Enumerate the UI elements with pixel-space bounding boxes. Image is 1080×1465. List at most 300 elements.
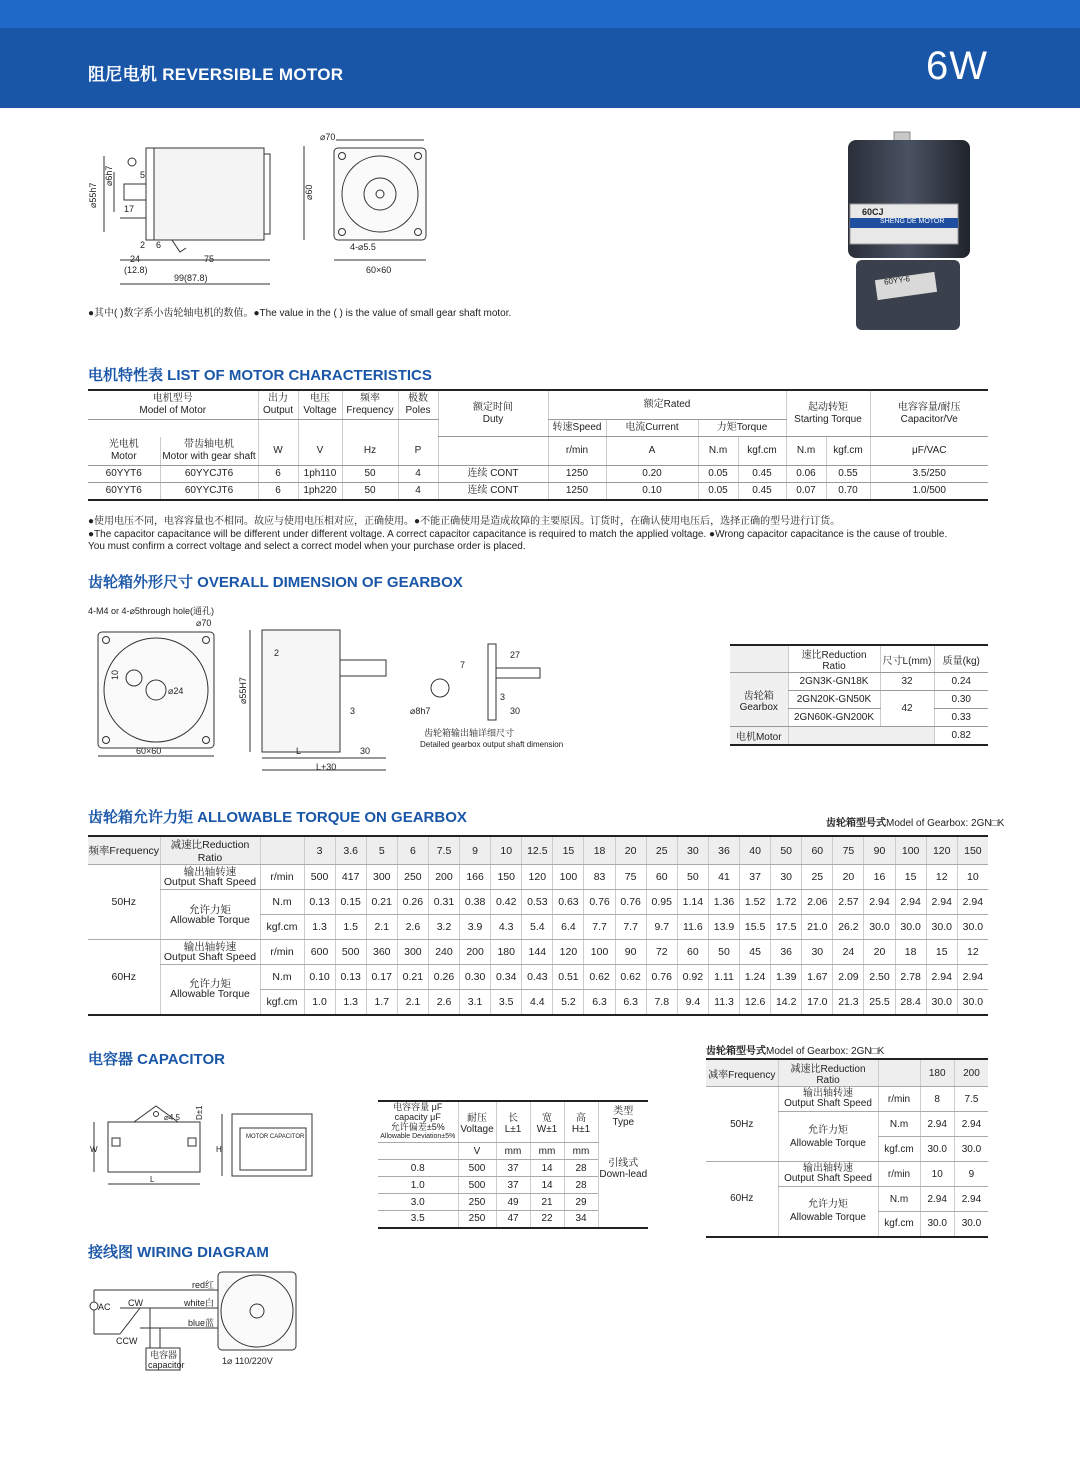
th-deviation-cn: 允许偏差±5%: [390, 1122, 445, 1132]
cell: 2.94: [926, 890, 957, 915]
ratio-cell: 36: [708, 836, 739, 865]
cell: 30: [771, 865, 802, 890]
cell: 2.94: [920, 1187, 954, 1212]
cell: 36: [771, 940, 802, 965]
cell: 15: [926, 940, 957, 965]
cell: 6: [258, 482, 298, 500]
cell: 50: [342, 482, 398, 500]
th-type: [598, 1101, 648, 1228]
th-starting-torque: 起动转矩 Starting Torque: [786, 390, 870, 437]
th-reduction-ratio: 减速比Reduction Ratio: [778, 1059, 878, 1087]
cell: 2.6: [397, 915, 428, 940]
shaft-dim-27: 27: [510, 650, 521, 660]
cell: 0.31: [428, 890, 459, 915]
ratio-cell: 40: [740, 836, 771, 865]
dim-5: 5: [140, 170, 146, 180]
dim-17: 17: [124, 204, 135, 214]
cell: 0.17: [366, 965, 397, 990]
note-line: ●使用电压不同，电容容量也不相同。故应与使用电压相对应，正确使用。●不能正确使用是造成故障的主要原因。订货时，在确认使用电压后，选择正确的型号进行订货。: [88, 516, 841, 527]
unit-kgf: kgf.cm: [878, 1137, 920, 1162]
unit-rmin: r/min: [878, 1162, 920, 1187]
cell: 1ph220: [298, 482, 342, 500]
gear-dim-2: 2: [274, 648, 280, 658]
cell: 2.94: [926, 965, 957, 990]
cell: 21: [530, 1194, 564, 1211]
speed-label: 输出轴转速 Output Shaft Speed: [778, 1087, 878, 1112]
cell: 5.4: [522, 915, 553, 940]
cell: 21.0: [802, 915, 833, 940]
gearbox-label: 齿轮箱 Gearbox: [730, 673, 788, 727]
cell: 0.42: [491, 890, 522, 915]
model-note-cn: 齿轮箱型号式: [706, 1046, 766, 1057]
unit-cell: r/min: [260, 865, 304, 890]
cell: 8: [920, 1087, 954, 1112]
cell: 2GN3K-GN18K: [788, 673, 880, 691]
note-line: ●The capacitor capacitance will be different under different voltage. A correct capacitor capacitance is required to match the applied voltage. ●Wrong capacitor capacitance is the cause of trouble.: [88, 528, 948, 540]
gear-dim-d24: ⌀24: [168, 686, 184, 696]
cap-dim-d45: ⌀4.5: [164, 1113, 180, 1122]
cell: 75: [615, 865, 646, 890]
ratio-cell: 9: [460, 836, 491, 865]
cell: 11.3: [708, 990, 739, 1015]
cell: 2.94: [954, 1112, 988, 1137]
ratio-cell: 200: [954, 1059, 988, 1087]
cell: 0.62: [615, 965, 646, 990]
th-frequency: 减率Frequency: [706, 1059, 778, 1087]
cell: 500: [458, 1177, 496, 1194]
cell: 0.05: [698, 482, 738, 500]
gear-dim-l: L: [296, 746, 302, 756]
cell: 1250: [548, 465, 606, 482]
dim-d60: ⌀60: [304, 184, 314, 200]
th-width: [530, 1101, 564, 1143]
cell: 1.11: [708, 965, 739, 990]
cell: 12: [957, 940, 988, 965]
cell: 50: [342, 465, 398, 482]
cell: 28: [564, 1160, 598, 1177]
cell: 2.6: [428, 990, 459, 1015]
th-deviation-en: Allowable Deviation±5%: [380, 1133, 456, 1140]
gearbox-model-note-2: [706, 1042, 884, 1057]
ratio-cell: 25: [646, 836, 677, 865]
cell: 0.21: [366, 890, 397, 915]
th-height: [564, 1101, 598, 1143]
dim-2: 2: [140, 240, 146, 250]
model-note-en: Model of Gearbox: 2GN□K: [886, 818, 1005, 829]
cell: 60YYT6: [88, 465, 160, 482]
cell: 5.2: [553, 990, 584, 1015]
unit-cell: r/min: [260, 940, 304, 965]
section-title-torque: 齿轮箱允许力矩 ALLOWABLE TORQUE ON GEARBOX: [88, 809, 467, 826]
th-poles: 极数 Poles: [398, 390, 438, 420]
cell: 0.30: [460, 965, 491, 990]
cell: 1.0: [304, 990, 335, 1015]
cell: 200: [428, 865, 459, 890]
cell: 20: [864, 940, 895, 965]
dim-75: 75: [204, 254, 215, 264]
cell: 50: [677, 865, 708, 890]
freq-label: 50Hz: [706, 1087, 778, 1162]
cell: 25: [802, 865, 833, 890]
speed-label: 输出轴转速 Output Shaft Speed: [160, 865, 260, 890]
unit-v: V: [458, 1143, 496, 1160]
th-voltage: 电压 Voltage: [298, 390, 342, 420]
type-value: 引线式 Down-lead: [599, 1158, 648, 1180]
unit-rmin: r/min: [878, 1087, 920, 1112]
th-height-cn: 高: [576, 1113, 586, 1124]
th-weight: 质量(kg): [934, 645, 988, 673]
shaft-detail-en: Detailed gearbox output shaft dimension: [420, 740, 564, 749]
cell: 180: [491, 940, 522, 965]
unit-cell: kgf.cm: [260, 915, 304, 940]
section-title-characteristics: 电机特性表 LIST OF MOTOR CHARACTERISTICS: [88, 367, 432, 384]
unit-rmin: r/min: [548, 437, 606, 466]
cell: 7.7: [584, 915, 615, 940]
cell: 200: [460, 940, 491, 965]
th-type-label: 类型 Type: [612, 1106, 635, 1128]
cell: 2.94: [920, 1112, 954, 1137]
cell: 90: [615, 940, 646, 965]
cell: 37: [740, 865, 771, 890]
table-row: [730, 727, 988, 745]
shaft-dim-3: 3: [500, 692, 506, 702]
cell: 2.78: [895, 965, 926, 990]
cell: 0.24: [934, 673, 988, 691]
th-frequency: 频率 Frequency: [342, 390, 398, 420]
cell: 7.5: [954, 1087, 988, 1112]
cell: 1.3: [335, 990, 366, 1015]
cell: 1.0: [378, 1177, 458, 1194]
cell: 16: [864, 865, 895, 890]
cell: 0.51: [553, 965, 584, 990]
capacitor-table: [378, 1100, 648, 1229]
freq-label: 50Hz: [88, 865, 160, 940]
cell: 37: [496, 1177, 530, 1194]
th-optical-motor: 光电机 Motor: [88, 437, 160, 466]
cell: 300: [397, 940, 428, 965]
page-title: 阻尼电机 REVERSIBLE MOTOR: [88, 65, 344, 84]
cell: 4.3: [491, 915, 522, 940]
photo-label-model: 60CJ: [862, 207, 884, 217]
ratio-cell: 6: [397, 836, 428, 865]
unit-mm: mm: [496, 1143, 530, 1160]
cell: 2.94: [957, 890, 988, 915]
wiring-ac: AC: [98, 1302, 111, 1312]
cell: 20: [833, 865, 864, 890]
ratio-cell: 7.5: [428, 836, 459, 865]
cell: 30.0: [957, 990, 988, 1015]
photo-label-brand: SHENG DE MOTOR: [880, 218, 945, 225]
ratio-cell: 60: [802, 836, 833, 865]
cell: 17.5: [771, 915, 802, 940]
cell: 166: [460, 865, 491, 890]
th-model: 电机型号 Model of Motor: [88, 390, 258, 420]
cell: 28: [564, 1177, 598, 1194]
cell: 1.3: [304, 915, 335, 940]
cell: 60: [646, 865, 677, 890]
cap-dim-w: W: [90, 1145, 98, 1154]
cell: 83: [584, 865, 615, 890]
cell: 0.95: [646, 890, 677, 915]
cell: 1.36: [708, 890, 739, 915]
table-row: [88, 865, 988, 890]
ratio-cell: 18: [584, 836, 615, 865]
wiring-spec: 1⌀ 110/220V: [222, 1356, 273, 1366]
section-title-gearbox-dimension: 齿轮箱外形尺寸 OVERALL DIMENSION OF GEARBOX: [88, 574, 463, 591]
cell: 连续 CONT: [438, 465, 548, 482]
cell: 2GN20K-GN50K: [788, 691, 880, 709]
cell: 0.8: [378, 1160, 458, 1177]
cell: 0.26: [397, 890, 428, 915]
ratio-cell: 15: [553, 836, 584, 865]
unit-nm: N.m: [878, 1112, 920, 1137]
cell: 0.70: [826, 482, 870, 500]
unit-mm: mm: [530, 1143, 564, 1160]
gear-dim-d55h7: ⌀55H7: [238, 677, 248, 704]
motor-dimension-drawing: [84, 128, 544, 290]
cell: 26.2: [833, 915, 864, 940]
cell: 0.76: [646, 965, 677, 990]
cell: 6.4: [553, 915, 584, 940]
th-length-tol: L±1: [504, 1124, 522, 1135]
cell: 1.0/500: [870, 482, 988, 500]
cap-dim-l: L: [150, 1175, 155, 1184]
cell: 0.62: [584, 965, 615, 990]
th-capacity-cn: 电容容量 μF: [393, 1102, 443, 1112]
unit-cell: N.m: [260, 890, 304, 915]
cell: 13.9: [708, 915, 739, 940]
cell: 28.4: [895, 990, 926, 1015]
cell: 0.53: [522, 890, 553, 915]
ratio-cell: 3: [304, 836, 335, 865]
torque-label: 允许力矩 Allowable Torque: [160, 890, 260, 940]
cell: 0.10: [606, 482, 698, 500]
unit-p: P: [398, 437, 438, 466]
ratio-cell: 10: [491, 836, 522, 865]
cell: 11.6: [677, 915, 708, 940]
cell: 50: [708, 940, 739, 965]
power-rating: 6W: [926, 44, 988, 88]
unit-v: V: [298, 437, 342, 466]
cell: 12.6: [740, 990, 771, 1015]
torque-label: 允许力矩 Allowable Torque: [160, 965, 260, 1015]
cell: 30.0: [864, 915, 895, 940]
cell: 37: [496, 1160, 530, 1177]
speed-label: 输出轴转速 Output Shaft Speed: [778, 1162, 878, 1187]
cell: 1.14: [677, 890, 708, 915]
shaft-detail-cn: 齿轮箱输出轴详细尺寸: [424, 728, 515, 738]
ratio-cell: 5: [366, 836, 397, 865]
cell: 1.52: [740, 890, 771, 915]
wire-red: red红: [192, 1280, 215, 1290]
cell: 1ph110: [298, 465, 342, 482]
cell: 1.5: [335, 915, 366, 940]
torque-label: 允许力矩 Allowable Torque: [778, 1112, 878, 1162]
unit-w: W: [258, 437, 298, 466]
cell: 0.76: [615, 890, 646, 915]
cell: 3.5/250: [870, 465, 988, 482]
cell: 250: [397, 865, 428, 890]
cell: 30.0: [895, 915, 926, 940]
cell: 45: [740, 940, 771, 965]
photo-label-gear: 60YY-6: [883, 274, 911, 287]
th-capacitor: 电容容量/耐压 Capacitor/Ve: [870, 390, 988, 437]
cell: 120: [522, 865, 553, 890]
table-row: [730, 673, 988, 691]
gear-dim-l30: L+30: [316, 762, 337, 772]
ratio-cell: 100: [895, 836, 926, 865]
cell: 500: [304, 865, 335, 890]
dim-holes: 4-⌀5.5: [350, 242, 376, 252]
cell: 144: [522, 940, 553, 965]
cell: 14: [530, 1177, 564, 1194]
cell: 30.0: [926, 990, 957, 1015]
cell: 4.4: [522, 990, 553, 1015]
speed-label: 输出轴转速 Output Shaft Speed: [160, 940, 260, 965]
cell: 2.09: [833, 965, 864, 990]
cell: 47: [496, 1211, 530, 1228]
th-speed: 转速Speed: [548, 420, 606, 437]
ratio-cell: 150: [957, 836, 988, 865]
gearbox-dimension-drawing: [84, 604, 564, 776]
cell: 17.0: [802, 990, 833, 1015]
gearbox-size-table: [730, 644, 988, 746]
unit-nm: N.m: [698, 437, 738, 466]
note-voltage: [88, 516, 993, 554]
cell: 连续 CONT: [438, 482, 548, 500]
cell: 0.63: [553, 890, 584, 915]
wiring-diagram: [84, 1268, 314, 1376]
unit-nm: N.m: [878, 1187, 920, 1212]
cell: 6.3: [584, 990, 615, 1015]
table-row: [706, 1162, 988, 1187]
unit-uf: μF/VAC: [870, 437, 988, 466]
dim-99: 99(87.8): [174, 273, 208, 283]
cell: 1250: [548, 482, 606, 500]
cap-label: MOTOR CAPACITOR: [246, 1134, 305, 1140]
table-row: [88, 465, 988, 482]
cell: 60YYCJT6: [160, 465, 258, 482]
gearbox-model-note: [826, 814, 1004, 829]
cap-dim-d: D±1: [195, 1105, 204, 1120]
ratio-cell: 3.6: [335, 836, 366, 865]
dim-12-8: (12.8): [124, 265, 148, 275]
cell: 18: [895, 940, 926, 965]
cell: 12: [926, 865, 957, 890]
freq-label: 60Hz: [88, 940, 160, 1015]
cell: 0.06: [786, 465, 826, 482]
dim-60x60: 60×60: [366, 265, 392, 275]
dim-d55h7: ⌀55h7: [88, 182, 98, 208]
cell: 2.57: [833, 890, 864, 915]
cell: 49: [496, 1194, 530, 1211]
cell: 34: [564, 1211, 598, 1228]
motor-label: 电机Motor: [730, 727, 788, 745]
shaft-dim-d8h7: ⌀8h7: [410, 706, 431, 716]
cell: 2.06: [802, 890, 833, 915]
th-height-tol: H±1: [571, 1124, 591, 1135]
cell: 1.72: [771, 890, 802, 915]
cell: 150: [491, 865, 522, 890]
cell: 10: [957, 865, 988, 890]
unit-kgf-start: kgf.cm: [826, 437, 870, 466]
capacitor-label-en: capacitor: [148, 1360, 185, 1370]
cell: 15.5: [740, 915, 771, 940]
unit-a: A: [606, 437, 698, 466]
cell: 0.20: [606, 465, 698, 482]
cell: 30.0: [920, 1137, 954, 1162]
section-title-wiring: 接线图 WIRING DIAGRAM: [88, 1244, 269, 1261]
cell: 3.1: [460, 990, 491, 1015]
cell: 60: [677, 940, 708, 965]
th-gear-shaft-motor: 带齿轴电机 Motor with gear shaft: [160, 437, 258, 466]
torque-label: 允许力矩 Allowable Torque: [778, 1187, 878, 1237]
cell: 0.38: [460, 890, 491, 915]
cell: 29: [564, 1194, 598, 1211]
cell: 0.82: [934, 727, 988, 745]
cell: 250: [458, 1194, 496, 1211]
unit-kgf: kgf.cm: [878, 1212, 920, 1237]
cell: 0.34: [491, 965, 522, 990]
cell: 2.94: [954, 1187, 988, 1212]
cell: 32: [880, 673, 934, 691]
cell: 30.0: [920, 1212, 954, 1237]
ratio-cell: 90: [864, 836, 895, 865]
unit-mm: mm: [564, 1143, 598, 1160]
model-note-cn: 齿轮箱型号式: [826, 818, 886, 829]
th-frequency: 频率Frequency: [88, 836, 160, 865]
cell: 21.3: [833, 990, 864, 1015]
cell: 30: [802, 940, 833, 965]
cell: 14: [530, 1160, 564, 1177]
cell: 3.0: [378, 1194, 458, 1211]
dim-24: 24: [130, 254, 141, 264]
th-size: 尺寸L(mm): [880, 645, 934, 673]
cell: 360: [366, 940, 397, 965]
cell: 4: [398, 465, 438, 482]
ratio-cell: 30: [677, 836, 708, 865]
cell: 500: [335, 940, 366, 965]
allowable-torque-table: [88, 835, 988, 1016]
cell: 250: [458, 1211, 496, 1228]
cell: 0.26: [428, 965, 459, 990]
cell: 22: [530, 1211, 564, 1228]
cell: 60YYT6: [88, 482, 160, 500]
cell: 6: [258, 465, 298, 482]
cell: 100: [553, 865, 584, 890]
cell: 0.43: [522, 965, 553, 990]
capacitor-drawing: [84, 1102, 334, 1188]
cell: 0.21: [397, 965, 428, 990]
ratio-cell: 75: [833, 836, 864, 865]
cell: 0.30: [934, 691, 988, 709]
cell: 15: [895, 865, 926, 890]
unit-hz: Hz: [342, 437, 398, 466]
cell: 0.92: [677, 965, 708, 990]
th-width-tol: W±1: [536, 1124, 558, 1135]
cell: 0.07: [786, 482, 826, 500]
cell: 9.4: [677, 990, 708, 1015]
dim-6: 6: [156, 240, 162, 250]
th-torque: 力矩Torque: [698, 420, 786, 437]
wiring-ccw: CCW: [116, 1336, 138, 1346]
ratio-cell: 120: [926, 836, 957, 865]
cell: 3.2: [428, 915, 459, 940]
model-note-en: Model of Gearbox: 2GN□K: [766, 1046, 885, 1057]
cell: 30.0: [926, 915, 957, 940]
wire-blue: blue蓝: [188, 1318, 215, 1328]
cell: 300: [366, 865, 397, 890]
